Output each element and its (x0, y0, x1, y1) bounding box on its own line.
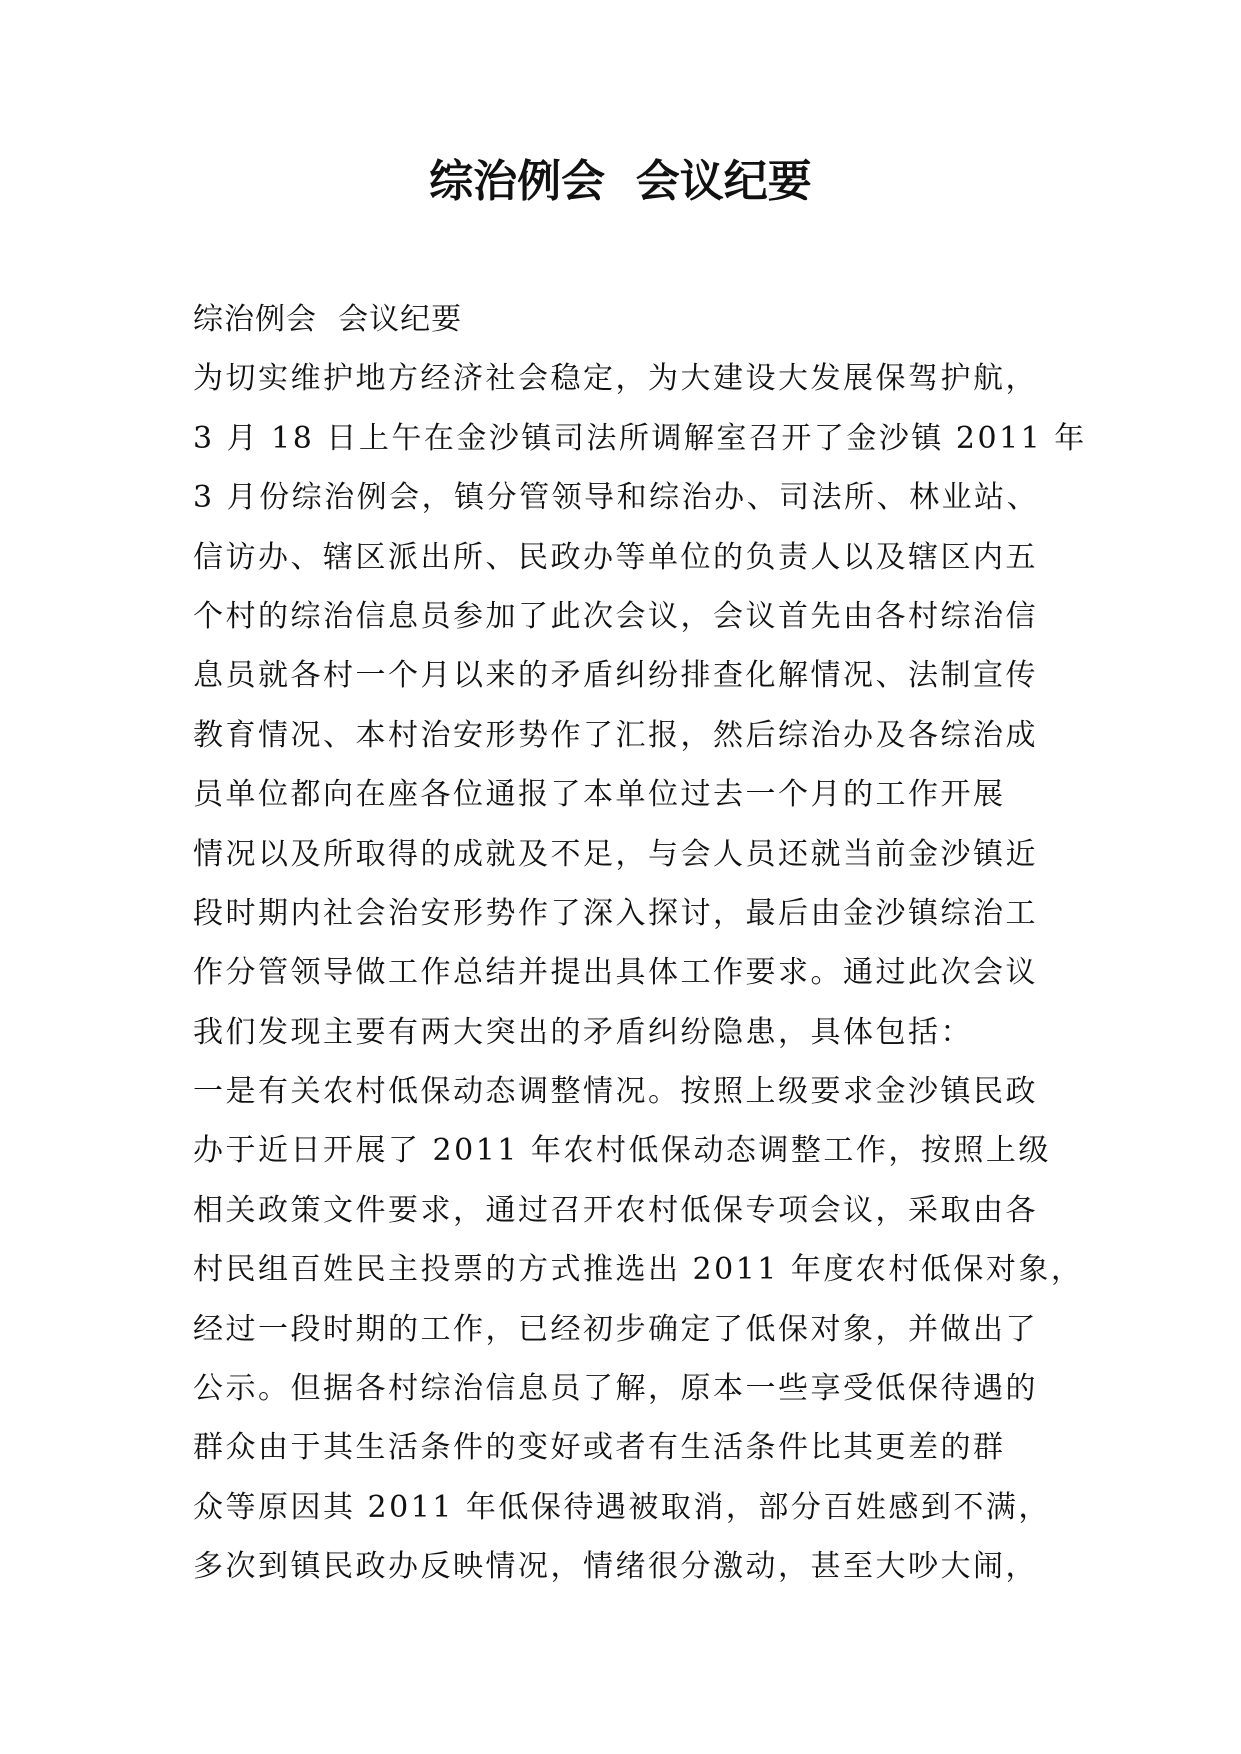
body-line: 公示。但据各村综治信息员了解，原本一些享受低保待遇的 (193, 1371, 1038, 1407)
body-line: 个村的综治信息员参加了此次会议，会议首先由各村综治信 (193, 598, 1038, 634)
body-line: 员单位都向在座各位通报了本单位过去一个月的工作开展 (193, 777, 1006, 813)
body-line: 段时期内社会治安形势作了深入探讨，最后由金沙镇综治工 (193, 895, 1038, 931)
body-line: 一是有关农村低保动态调整情况。按照上级要求金沙镇民政 (193, 1074, 1038, 1110)
body-line: 多次到镇民政办反映情况，情绪很分激动，甚至大吵大闹， (193, 1549, 1038, 1585)
body-line: 我们发现主要有两大突出的矛盾纠纷隐患，具体包括： (193, 1014, 973, 1050)
body-line: 作分管领导做工作总结并提出具体工作要求。通过此次会议 (193, 955, 1038, 991)
document-body (193, 290, 1087, 1597)
body-line: 众等原因其 2011 年低保待遇被取消，部分百姓感到不满， (193, 1489, 1051, 1525)
body-line: 信访办、辖区派出所、民政办等单位的负责人以及辖区内五 (193, 539, 1038, 575)
body-line: 为切实维护地方经济社会稳定，为大建设大发展保驾护航， (193, 361, 1038, 397)
body-line: 3 月份综治例会，镇分管领导和综治办、司法所、林业站、 (193, 480, 1040, 516)
body-line: 教育情况、本村治安形势作了汇报，然后综治办及各综治成 (193, 717, 1038, 753)
body-line: 情况以及所取得的成就及不足，与会人员还就当前金沙镇近 (193, 836, 1038, 872)
body-line: 3 月 18 日上午在金沙镇司法所调解室召开了金沙镇 2011 年 (193, 420, 1087, 456)
body-line: 办于近日开展了 2011 年农村低保动态调整工作，按照上级 (193, 1133, 1051, 1169)
body-subtitle-line: 综治例会 会议纪要 (193, 302, 463, 337)
body-line: 相关政策文件要求，通过召开农村低保专项会议，采取由各 (193, 1192, 1038, 1228)
body-line: 息员就各村一个月以来的矛盾纠纷排查化解情况、法制宣传 (193, 658, 1038, 694)
body-line: 经过一段时期的工作，已经初步确定了低保对象，并做出了 (193, 1311, 1038, 1347)
body-line: 群众由于其生活条件的变好或者有生活条件比其更差的群 (193, 1430, 1006, 1466)
document-title: 综治例会 会议纪要 (429, 156, 812, 207)
body-line: 村民组百姓民主投票的方式推选出 2011 年度农村低保对象， (193, 1252, 1084, 1288)
